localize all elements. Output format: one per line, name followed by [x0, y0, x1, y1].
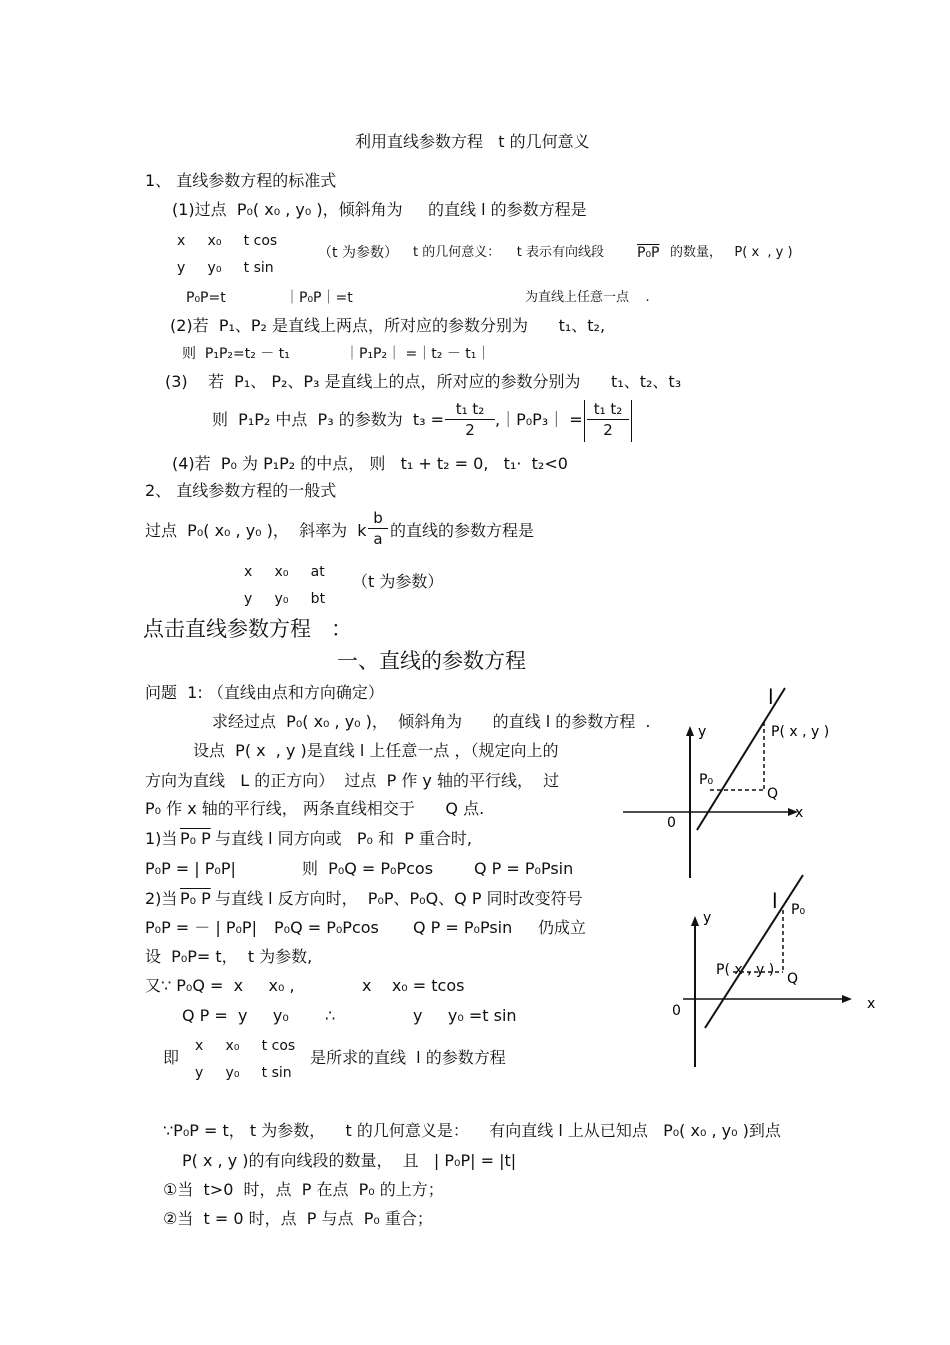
ji-eq1: x x₀ t cos: [195, 1038, 296, 1054]
fraction-denominator: 2: [465, 421, 475, 439]
ji-conclusion: 是所求的直线 l 的参数方程: [310, 1048, 506, 1067]
fig2-label-p: P( x , y ): [716, 962, 775, 978]
case1-text: 与直线 l 同方向或 P₀ 和 P 重合时,: [215, 829, 473, 848]
s2-p1: 过点 P₀( x₀ , y₀ )， 斜率为 k: [145, 521, 367, 540]
fig2-label-l: l: [772, 889, 778, 913]
problem-q4: 方向为直线 L 的正方向） 过点 P 作 y 轴的平行线， 过: [145, 771, 560, 790]
s1-eq1a: x x₀ t cos: [177, 233, 278, 249]
set-param: 设 P₀P= t， t 为参数,: [145, 947, 313, 966]
problem-q1: 问题 1: （直线由点和方向确定）: [145, 683, 384, 702]
case-t-positive: ①当 t>0 时，点 P 在点 P₀ 的上方；: [163, 1180, 444, 1199]
s1-paren: （t 为参数）: [318, 245, 398, 261]
case2-eq3: Q P = P₀Psin: [413, 918, 513, 937]
fraction-numerator: t₁ t₂: [455, 400, 485, 418]
case2-eq2: P₀Q = P₀Pcos: [274, 918, 379, 937]
fig2-line-l: [705, 875, 806, 1028]
since-line: ∵P₀P = t， t 为参数， t 的几何意义是： 有向直线 l 上从已知点 P₀( x₀ , y₀ )到点: [163, 1121, 781, 1140]
s1-abs-eq: ｜P₀P｜=t: [285, 290, 353, 306]
case2-eq1: P₀P = － | P₀P|: [145, 918, 257, 937]
ji-eq2: y y₀ t sin: [195, 1065, 292, 1081]
case2-label: 2)当: [145, 889, 178, 908]
fig2-label-p0: P₀: [791, 902, 806, 918]
slope-numerator: b: [373, 509, 383, 527]
slope-denominator: a: [373, 530, 383, 548]
case2-still: 仍成立: [538, 918, 587, 937]
fig2-y-arrow: [691, 916, 699, 926]
fig1-label-q: Q: [767, 786, 779, 802]
page-title: 利用直线参数方程 t 的几何意义: [355, 132, 590, 151]
again-line: 又∵ P₀Q = x x₀ ,: [145, 976, 295, 995]
problem-q2: 求经过点 P₀( x₀ , y₀ )， 倾斜角为 的直线 l 的参数方程 .: [212, 712, 651, 731]
case1-label: 1)当: [145, 829, 178, 848]
figure2-diagram: [655, 870, 880, 1070]
s1-p4: (4)若 P₀ 为 P₁P₂ 的中点， 则 t₁ + t₂ = 0, t₁· t₂<0: [172, 454, 568, 473]
s1-p2b: 则 P₁P₂=t₂ － t₁: [182, 346, 290, 362]
fig1-label-l: l: [768, 685, 774, 709]
fig2-label-x: x: [867, 996, 876, 1012]
ji-label: 即: [163, 1048, 180, 1067]
s1-p3: (3) 若 P₁、 P₂、P₃ 是直线上的点，所对应的参数分别为 t₁、t₂、t₃: [165, 372, 682, 391]
abs-denominator: 2: [603, 421, 613, 439]
s1-p2: (2)若 P₁、P₂ 是直线上两点，所对应的参数分别为 t₁、t₂,: [170, 316, 606, 335]
section1-heading: 1、 直线参数方程的标准式: [145, 171, 337, 190]
fig2-label-q: Q: [787, 971, 799, 987]
fig1-label-p0: P₀: [699, 772, 714, 788]
figure1-diagram: [615, 680, 830, 885]
case-t-zero: ②当 t = 0 时，点 P 与点 P₀ 重合；: [163, 1209, 433, 1228]
case2-text: 与直线 l 反方向时， P₀P、P₀Q、Q P 同时改变符号: [215, 889, 583, 908]
s1-p3c: ,｜P₀P₃｜ =: [495, 410, 583, 429]
fig2-x-arrow: [842, 995, 852, 1003]
s1-any-point: 为直线上任意一点 .: [525, 290, 650, 305]
s2-p1b: 的直线的参数方程是: [390, 521, 535, 540]
s2-eq1: x x₀ at: [244, 564, 325, 580]
s1-geom-suffix: 的数量， P( x , y ): [670, 245, 793, 260]
qp-line: Q P = y y₀: [182, 1006, 289, 1025]
s2-eq2: y y₀ bt: [244, 591, 326, 607]
section-title: 一、直线的参数方程: [337, 649, 526, 673]
fig1-line-l: [697, 688, 785, 830]
case1-eq1: P₀P = | P₀P|: [145, 859, 236, 878]
s1-p3b: 则 P₁P₂ 中点 P₃ 的参数为 t₃ =: [212, 410, 445, 429]
qp-line2: y y₀ =t sin: [413, 1006, 517, 1025]
since-line2: P( x , y )的有向线段的数量， 且 | P₀P| = |t|: [182, 1151, 517, 1170]
again-line2: x x₀ = tcos: [362, 976, 465, 995]
fig1-label-o: 0: [667, 815, 676, 831]
fig2-label-y: y: [703, 910, 712, 926]
abs-numerator: t₁ t₂: [593, 400, 623, 418]
s1-midpoint-fraction: [445, 400, 495, 439]
fig1-label-p: P( x , y ): [771, 724, 830, 740]
click-heading[interactable]: 点击直线参数方程 ：: [143, 617, 353, 641]
therefore-symbol: ∴: [325, 1006, 336, 1025]
s1-p1: (1)过点 P₀( x₀ , y₀ )，倾斜角为 的直线 l 的参数方程是: [172, 200, 587, 219]
s1-vector-p0p: P₀P: [637, 245, 660, 261]
s1-p2c: ｜P₁P₂｜ =｜t₂ － t₁｜: [345, 346, 491, 362]
fig1-label-x: x: [795, 805, 804, 821]
fig1-label-y: y: [698, 724, 707, 740]
s1-eq1b: y y₀ t sin: [177, 260, 274, 276]
s1-geom-prefix: t 的几何意义： t 表示有向线段: [413, 245, 604, 260]
problem-q3: 设点 P( x , y )是直线 l 上任意一点 ，（规定向上的: [193, 741, 559, 760]
section2-heading: 2、 直线参数方程的一般式: [145, 481, 337, 500]
case1-eq3: Q P = P₀Psin: [474, 859, 574, 878]
s1-abs-fraction: [587, 400, 629, 439]
fig2-label-o: 0: [672, 1003, 681, 1019]
case1-vector: P₀ P: [180, 829, 211, 848]
fig1-y-arrow: [686, 726, 694, 736]
case2-vector: P₀ P: [180, 889, 211, 908]
s1-p0p-eq: P₀P=t: [186, 290, 226, 306]
s2-slope-fraction: [368, 509, 388, 548]
case1-eq2: 则 P₀Q = P₀Pcos: [302, 859, 434, 878]
problem-q5: P₀ 作 x 轴的平行线， 两条直线相交于 Q 点.: [145, 799, 485, 818]
s2-paren: （t 为参数）: [352, 572, 444, 591]
